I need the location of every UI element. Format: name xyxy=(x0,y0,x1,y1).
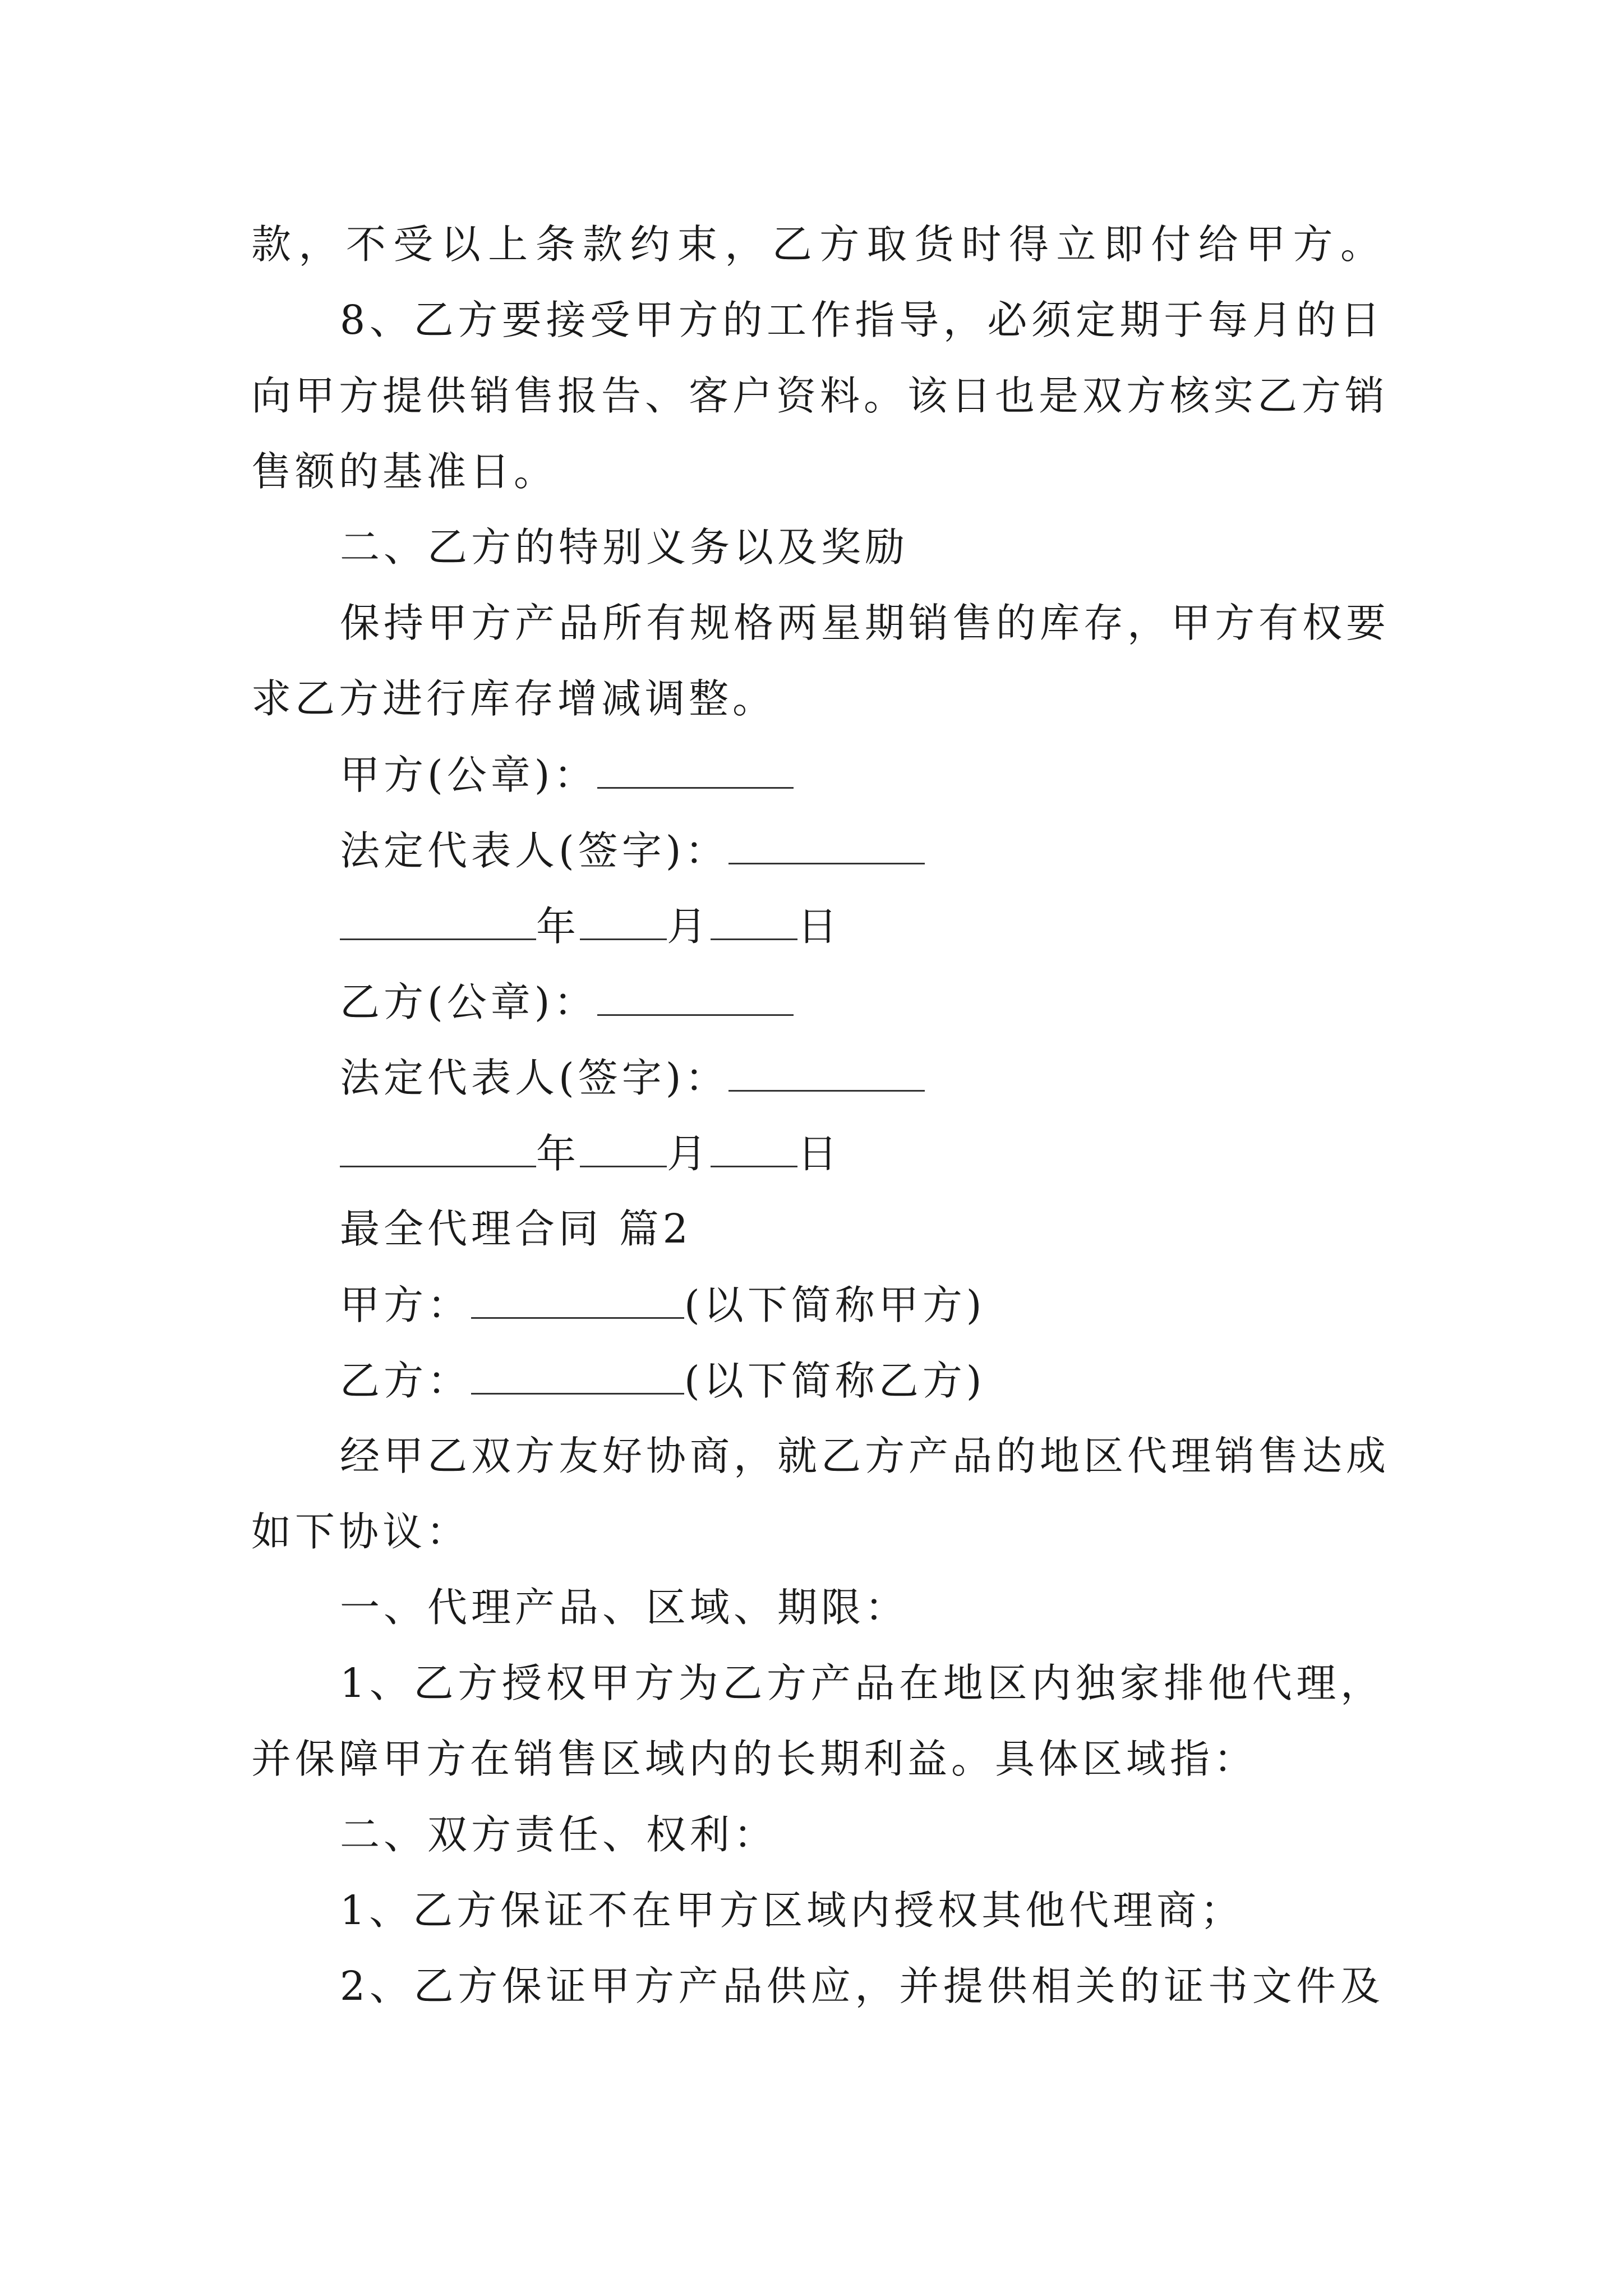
blank-field xyxy=(340,906,536,940)
text-line: 保持甲方产品所有规格两星期销售的库存，甲方有权要 xyxy=(340,600,1390,646)
text-line: 向甲方提供销售报告、客户资料。该日也是双方核实乙方销 xyxy=(251,372,1389,419)
text-line: 求乙方进行库存增减调整。 xyxy=(251,675,777,722)
party-a-seal-label: 甲方(公章)： xyxy=(340,752,598,798)
text-line: 8、乙方要接受甲方的工作指导，必须定期于每月的日 xyxy=(340,297,1384,343)
date-line-b xyxy=(340,1130,1384,1177)
blank-field xyxy=(580,906,667,940)
text-line: 并保障甲方在销售区域内的长期利益。具体区域指： xyxy=(251,1736,1258,1782)
blank-field xyxy=(340,1133,536,1167)
blank-field xyxy=(728,1057,925,1092)
party-b-label: 乙方： xyxy=(340,1358,472,1404)
party-a-seal-line xyxy=(340,752,1384,798)
legal-rep-b-line xyxy=(340,1055,1384,1101)
blank-field xyxy=(728,830,925,864)
party-b-seal-line xyxy=(340,979,1384,1025)
party-b-line xyxy=(340,1358,1384,1404)
party-a-note: (以下简称甲方) xyxy=(684,1282,986,1328)
legal-rep-b-label: 法定代表人(签字)： xyxy=(340,1055,729,1101)
blank-field xyxy=(597,982,794,1016)
party-a-line xyxy=(340,1282,1384,1328)
blank-field xyxy=(711,1133,797,1167)
month-label: 月 xyxy=(667,1130,711,1177)
blank-field xyxy=(597,754,794,789)
blank-field xyxy=(471,1285,684,1319)
text-line: 如下协议： xyxy=(251,1508,471,1555)
year-label: 年 xyxy=(536,903,580,950)
party-a-label: 甲方： xyxy=(340,1282,472,1328)
document-page xyxy=(251,0,1390,2296)
month-label: 月 xyxy=(667,903,711,950)
day-label: 日 xyxy=(797,1130,842,1177)
section-heading: 二、双方责任、权利： xyxy=(340,1811,778,1858)
contract-title: 最全代理合同 篇2 xyxy=(340,1205,692,1252)
day-label: 日 xyxy=(797,903,842,950)
section-heading: 一、代理产品、区域、期限： xyxy=(340,1584,909,1631)
party-b-seal-label: 乙方(公章)： xyxy=(340,979,598,1025)
blank-field xyxy=(471,1360,684,1395)
date-line-a xyxy=(340,903,1384,950)
text-line: 2、乙方保证甲方产品供应，并提供相关的证书文件及 xyxy=(340,1963,1384,2009)
text-line: 1、乙方保证不在甲方区域内授权其他代理商； xyxy=(340,1887,1244,1934)
text-line: 款，不受以上条款约束，乙方取货时得立即付给甲方。 xyxy=(251,221,1384,268)
legal-rep-a-line xyxy=(340,827,1384,874)
text-line: 1、乙方授权甲方为乙方产品在地区内独家排他代理， xyxy=(340,1660,1384,1706)
section-heading: 二、乙方的特别义务以及奖励 xyxy=(340,524,909,570)
text-line: 经甲乙双方友好协商，就乙方产品的地区代理销售达成 xyxy=(340,1433,1390,1479)
blank-field xyxy=(711,906,797,940)
year-label: 年 xyxy=(536,1130,580,1177)
blank-field xyxy=(580,1133,667,1167)
text-line: 售额的基准日。 xyxy=(251,448,558,495)
legal-rep-a-label: 法定代表人(签字)： xyxy=(340,827,729,874)
party-b-note: (以下简称乙方) xyxy=(684,1358,986,1404)
